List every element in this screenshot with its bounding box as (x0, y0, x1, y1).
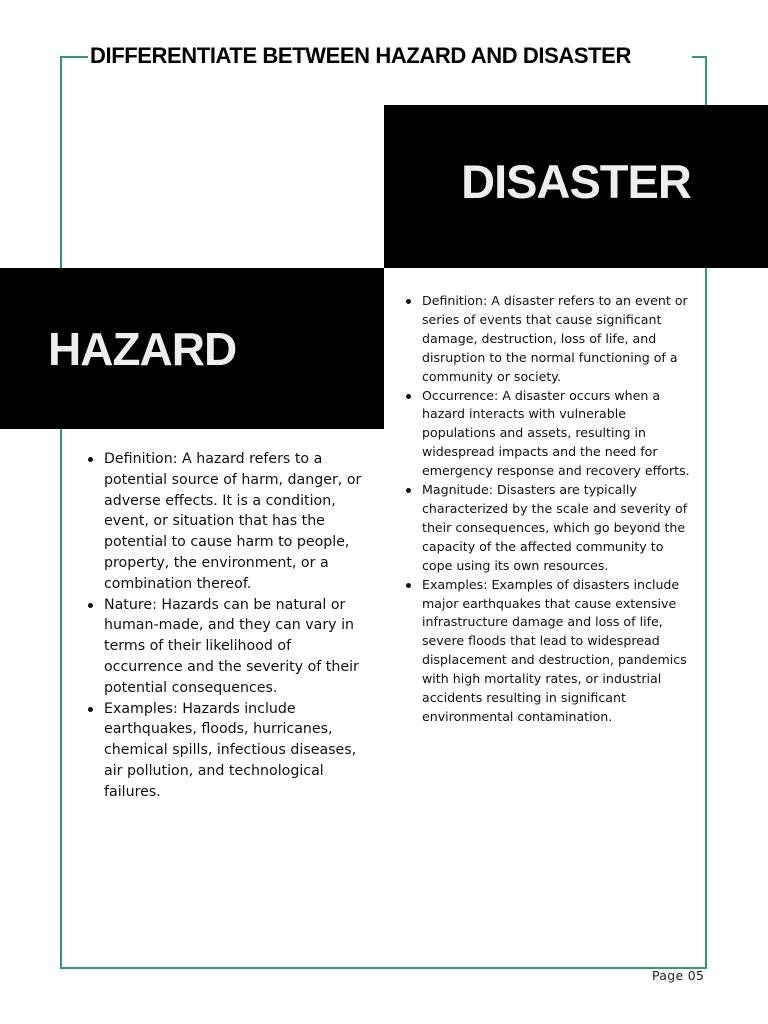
hazard-point-examples: Examples: Hazards include earthquakes, floods, hurricanes, chemical spills, infectious diseases, air pollution, and technological failures. (86, 699, 364, 803)
page-number: Page 05 (652, 968, 705, 983)
hazard-points-list (86, 449, 364, 803)
disaster-points-list (404, 292, 696, 727)
disaster-point-definition: Definition: A disaster refers to an event or series of events that cause significant damage, destruction, loss of life, and disruption to the normal functioning of a community or society. (404, 292, 696, 387)
disaster-point-examples: Examples: Examples of disasters include major earthquakes that cause extensive infrastructure damage and loss of life, severe floods that lead to widespread displacement and destruction, pandemics with high mortality rates, or industrial accidents resulting in significant environmental contamination. (404, 576, 696, 727)
disaster-point-magnitude: Magnitude: Disasters are typically characterized by the scale and severity of their consequences, which go beyond the capacity of the affected community to cope using its own resources. (404, 481, 696, 576)
disaster-heading: DISASTER (384, 105, 768, 268)
hazard-heading: HAZARD (0, 268, 384, 429)
page-title: DIFFERENTIATE BETWEEN HAZARD AND DISASTER (88, 40, 692, 72)
disaster-point-occurrence: Occurrence: A disaster occurs when a hazard interacts with vulnerable populations and assets, resulting in widespread impacts and the need for emergency response and recovery efforts. (404, 387, 696, 482)
hazard-point-definition: Definition: A hazard refers to a potential source of harm, danger, or adverse effects. It is a condition, event, or situation that has the potential to cause harm to people, property, the environment, or a combination thereof. (86, 449, 364, 595)
hazard-point-nature: Nature: Hazards can be natural or human-made, and they can vary in terms of their likelihood of occurrence and the severity of their potential consequences. (86, 595, 364, 699)
